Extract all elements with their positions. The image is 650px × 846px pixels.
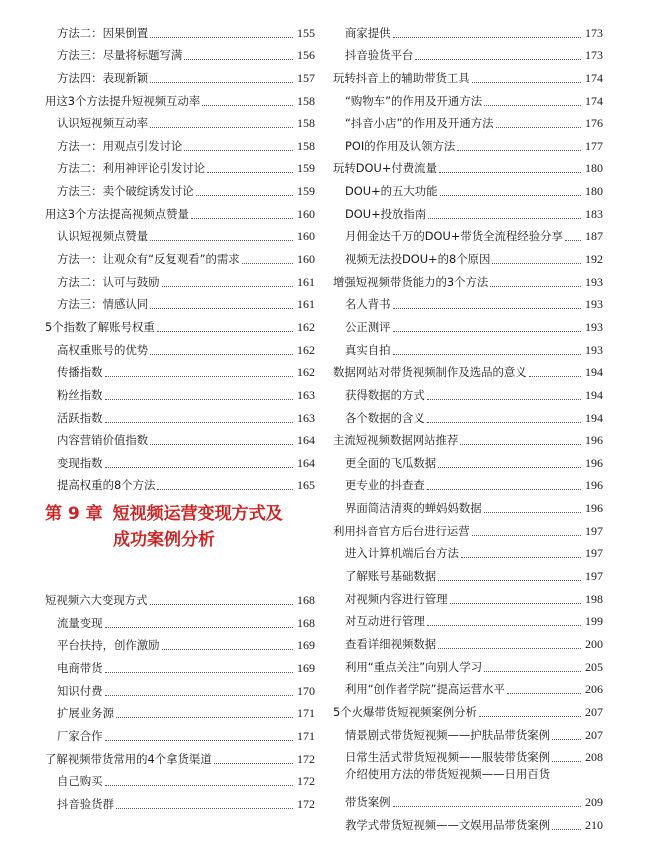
dot-leader (440, 195, 581, 196)
dot-leader (427, 399, 581, 400)
toc-entry-title: 真实自拍 (345, 342, 391, 357)
toc-entry[interactable] (45, 450, 315, 473)
dot-leader (105, 785, 293, 786)
dot-leader (450, 603, 581, 604)
toc-entry-title: 变现指数 (57, 455, 103, 470)
toc-entry-page: 172 (297, 796, 315, 811)
toc-entry-title: 公正测评 (345, 319, 391, 334)
dot-leader (184, 150, 293, 151)
toc-entry-page: 200 (585, 636, 603, 651)
dot-leader (150, 308, 293, 309)
toc-entry-page: 193 (585, 342, 603, 357)
toc-entry-title: 活跃指数 (57, 410, 103, 425)
dot-leader (150, 240, 293, 241)
toc-entry-page: 174 (585, 93, 603, 108)
dot-leader (162, 286, 293, 287)
dot-leader (105, 399, 293, 400)
toc-entry-title: 主流短视频数据网站推荐 (333, 433, 459, 448)
toc-entry[interactable] (333, 405, 603, 428)
toc-entry-title: 各个数据的含义 (345, 410, 425, 425)
toc-entry-wrapped[interactable] (333, 767, 603, 812)
toc-entry-page: 169 (297, 638, 315, 653)
toc-entry-page: 187 (585, 229, 603, 244)
toc-entry-page: 158 (297, 138, 315, 153)
toc-entry-page: 197 (585, 523, 603, 538)
toc-entry[interactable] (45, 88, 315, 111)
toc-entry[interactable] (45, 473, 315, 496)
toc-entry-title: 认识短视频点赞量 (57, 229, 149, 244)
toc-entry-title: DOU+投放指南 (345, 206, 427, 221)
toc-entry[interactable] (333, 111, 603, 134)
toc-entry-title: 平台扶持，创作激励 (57, 638, 160, 653)
toc-entry-page: 161 (297, 274, 315, 289)
toc-entry-page: 206 (585, 682, 603, 697)
toc-section-lower (45, 587, 315, 813)
toc-entry-page: 210 (585, 818, 603, 833)
toc-entry-page: 196 (585, 478, 603, 493)
toc-entry-page: 155 (297, 25, 315, 40)
toc-entry-page: 176 (585, 116, 603, 131)
toc-entry-title: 方法二：认可与鼓励 (57, 274, 160, 289)
toc-entry[interactable] (333, 43, 603, 66)
toc-entry-page: 197 (585, 546, 603, 561)
toc-entry-title: 利用“重点关注”向别人学习 (345, 659, 483, 674)
toc-section-upper (45, 20, 315, 495)
dot-leader (150, 82, 293, 83)
toc-entry-title: 粉丝指数 (57, 387, 103, 402)
toc-entry[interactable] (333, 450, 603, 473)
toc-entry-page: 158 (297, 116, 315, 131)
dot-leader (427, 489, 581, 490)
toc-entry-title: 利用抖音官方后台进行运营 (333, 523, 470, 538)
toc-entry[interactable] (45, 610, 315, 633)
toc-entry-page: 159 (297, 184, 315, 199)
toc-entry-page: 160 (297, 252, 315, 267)
toc-entry[interactable] (333, 631, 603, 654)
toc-entry-title: 认识短视频互动率 (57, 116, 149, 131)
dot-leader (427, 625, 581, 626)
toc-entry-title: 获得数据的方式 (345, 387, 425, 402)
dot-leader (479, 716, 581, 717)
dot-leader (105, 376, 293, 377)
toc-entry-title: 抖音验货平台 (345, 48, 414, 63)
toc-entry-page: 199 (585, 614, 603, 629)
toc-entry-title: 内容营销价值指数 (57, 433, 149, 448)
dot-leader (157, 331, 293, 332)
toc-entry-title: 用这3个方法提高视频点赞量 (45, 206, 189, 221)
dot-leader (202, 105, 293, 106)
toc-entry-title: 高权重账号的优势 (57, 342, 149, 357)
toc-entry-title: 方法二：利用神评论引发讨论 (57, 161, 206, 176)
dot-leader (214, 763, 293, 764)
toc-entry-page: 192 (585, 252, 603, 267)
dot-leader (105, 695, 293, 696)
chapter-title-line1 (45, 501, 315, 527)
toc-entry-page: 194 (585, 365, 603, 380)
toc-entry-page: 207 (585, 727, 603, 742)
toc-entry[interactable] (333, 178, 603, 201)
dot-leader (150, 37, 293, 38)
toc-entry[interactable] (45, 405, 315, 428)
dot-leader (393, 331, 581, 332)
dot-leader (162, 649, 293, 650)
toc-entry[interactable] (45, 428, 315, 451)
dot-leader (393, 806, 581, 807)
chapter-number: 第 9 章 (45, 504, 103, 525)
toc-entry-title-line1: 介绍使用方法的带货短视频——日用百货 (345, 767, 551, 782)
dot-leader (150, 444, 293, 445)
dot-leader (184, 59, 293, 60)
toc-entry-title: 查看详细视频数据 (345, 636, 437, 651)
toc-entry[interactable] (333, 609, 603, 632)
toc-entry-page: 164 (297, 455, 315, 470)
toc-entry-page: 173 (585, 25, 603, 40)
toc-entry[interactable] (45, 314, 315, 337)
toc-entry-page: 162 (297, 365, 315, 380)
toc-entry[interactable] (333, 563, 603, 586)
dot-leader (105, 467, 293, 468)
toc-entry[interactable] (333, 495, 603, 518)
toc-entry-title-line2: 带货案例 (345, 795, 391, 810)
chapter-title-part2: 成功案例分析 (113, 530, 215, 551)
dot-leader (196, 195, 293, 196)
toc-entry[interactable] (333, 722, 603, 745)
toc-entry-title: 商家提供 (345, 25, 391, 40)
toc-entry-title: 对互动进行管理 (345, 614, 425, 629)
dot-leader (484, 671, 581, 672)
toc-entry-page: 183 (585, 206, 603, 221)
toc-entry-title: 方法三：尽量将标题写满 (57, 48, 183, 63)
toc-entry-title: 抖音验货群 (57, 796, 114, 811)
toc-entry[interactable] (45, 791, 315, 814)
toc-entry[interactable] (45, 701, 315, 724)
dot-leader (393, 308, 581, 309)
toc-entry-page: 193 (585, 319, 603, 334)
toc-entry[interactable] (45, 133, 315, 156)
toc-entry-page: 156 (297, 48, 315, 63)
toc-section-right (333, 20, 603, 767)
toc-entry-page: 172 (297, 774, 315, 789)
toc-entry-title: 电商带货 (57, 661, 103, 676)
toc-entry-title: 增强短视频带货能力的3个方法 (333, 274, 489, 289)
dot-leader (415, 59, 581, 60)
toc-entry[interactable] (333, 382, 603, 405)
toc-entry-page: 208 (585, 750, 603, 765)
toc-entry[interactable] (333, 65, 603, 88)
toc-entry-page: 169 (297, 661, 315, 676)
toc-entry-title: 数据网站对带货视频制作及选品的意义 (333, 365, 527, 380)
dot-leader (116, 717, 293, 718)
dot-leader (496, 127, 582, 128)
toc-entry-page: 177 (585, 138, 603, 153)
toc-entry-title: 短视频六大变现方式 (45, 593, 148, 608)
dot-leader (490, 286, 581, 287)
toc-entry-page: 170 (297, 683, 315, 698)
toc-entry-page: 162 (297, 319, 315, 334)
toc-entry-title: 厂家合作 (57, 728, 103, 743)
dot-leader (428, 218, 581, 219)
toc-entry[interactable] (333, 812, 603, 835)
toc-entry-title: 扩展业务源 (57, 706, 114, 721)
dot-leader (438, 580, 581, 581)
toc-entry-title: 流量变现 (57, 615, 103, 630)
toc-entry[interactable] (333, 292, 603, 315)
toc-entry-title: 更专业的抖查查 (345, 478, 425, 493)
toc-entry-line2 (345, 795, 603, 810)
toc-entry[interactable] (333, 20, 603, 43)
toc-entry-title: 更全面的飞瓜数据 (345, 455, 437, 470)
toc-entry[interactable] (333, 677, 603, 700)
toc-entry-page: 209 (585, 795, 603, 810)
toc-entry-page: 157 (297, 70, 315, 85)
toc-entry-title: 传播指数 (57, 365, 103, 380)
toc-entry[interactable] (333, 88, 603, 111)
dot-leader (105, 627, 293, 628)
dot-leader (157, 489, 293, 490)
dot-leader (565, 240, 581, 241)
toc-entry[interactable] (333, 428, 603, 451)
dot-leader (472, 535, 581, 536)
toc-entry-title: 利用“创作者学院”提高运营水平 (345, 682, 505, 697)
toc-entry-title: 自己购买 (57, 774, 103, 789)
toc-entry-page: 158 (297, 93, 315, 108)
dot-leader (552, 739, 581, 740)
toc-entry[interactable] (45, 224, 315, 247)
toc-entry[interactable] (333, 201, 603, 224)
toc-entry-title: 5个火爆带货短视频案例分析 (333, 704, 477, 719)
toc-entry-page: 164 (297, 433, 315, 448)
toc-entry-page: 193 (585, 274, 603, 289)
toc-entry-page: 193 (585, 297, 603, 312)
toc-entry[interactable] (45, 269, 315, 292)
dot-leader (427, 422, 581, 423)
toc-entry-title: 玩转抖音上的辅助带货工具 (333, 70, 470, 85)
toc-right-column (333, 20, 603, 835)
toc-entry-title: 用这3个方法提升短视频互动率 (45, 93, 201, 108)
chapter-heading (45, 495, 315, 587)
toc-entry-title: 情景剧式带货短视频——护肤品带货案例 (345, 727, 551, 742)
toc-entry[interactable] (333, 745, 603, 768)
dot-leader (150, 354, 293, 355)
toc-entry-title: 方法三：卖个破绽诱发讨论 (57, 184, 194, 199)
toc-entry-page: 194 (585, 387, 603, 402)
toc-entry-title: 名人背书 (345, 297, 391, 312)
dot-leader (438, 467, 581, 468)
toc-entry[interactable] (45, 633, 315, 656)
toc-entry-title: “抖音小店”的作用及开通方法 (345, 116, 494, 131)
toc-entry[interactable] (333, 224, 603, 247)
toc-entry[interactable] (45, 111, 315, 134)
toc-entry-page: 163 (297, 387, 315, 402)
toc-entry-page: 171 (297, 706, 315, 721)
toc-entry-page: 160 (297, 206, 315, 221)
toc-entry-page: 159 (297, 161, 315, 176)
dot-leader (207, 172, 293, 173)
dot-leader (105, 422, 293, 423)
dot-leader (191, 218, 293, 219)
toc-entry[interactable] (333, 654, 603, 677)
toc-entry[interactable] (333, 156, 603, 179)
toc-entry-page: 194 (585, 410, 603, 425)
toc-entry-page: 165 (297, 478, 315, 493)
toc-entry[interactable] (45, 678, 315, 701)
toc-entry-page: 205 (585, 659, 603, 674)
toc-entry-page: 207 (585, 704, 603, 719)
toc-entry[interactable] (333, 337, 603, 360)
toc-entry[interactable] (45, 723, 315, 746)
dot-leader (105, 740, 293, 741)
dot-leader (460, 444, 581, 445)
toc-entry-title: 教学式带货短视频——文娱用品带货案例 (345, 818, 551, 833)
toc-entry-title: 月佣金达千万的DOU+带货全流程经验分享 (345, 229, 563, 244)
toc-entry[interactable] (45, 746, 315, 769)
toc-entry[interactable] (333, 699, 603, 722)
toc-entry[interactable] (333, 541, 603, 564)
toc-entry[interactable] (333, 360, 603, 383)
toc-entry[interactable] (333, 518, 603, 541)
toc-entry[interactable] (45, 769, 315, 792)
toc-entry-page: 168 (297, 593, 315, 608)
toc-entry[interactable] (333, 246, 603, 269)
dot-leader (393, 354, 581, 355)
toc-entry-title: 方法一：用观点引发讨论 (57, 138, 183, 153)
toc-entry-page: 173 (585, 48, 603, 63)
dot-leader (439, 172, 581, 173)
toc-entry-page: 198 (585, 591, 603, 606)
toc-entry[interactable] (45, 382, 315, 405)
toc-entry-page: 174 (585, 70, 603, 85)
toc-entry[interactable] (45, 20, 315, 43)
toc-left-column (45, 20, 315, 814)
toc-entry-page: 197 (585, 569, 603, 584)
dot-leader (393, 37, 581, 38)
toc-entry-title: 视频无法投DOU+的8个原因 (345, 252, 491, 267)
toc-entry-title: 了解视频带货常用的4个拿货渠道 (45, 751, 212, 766)
toc-entry-page: 196 (585, 455, 603, 470)
toc-entry-title: 方法一：让观众有“反复观看”的需求 (57, 252, 240, 267)
toc-entry-title: 方法二：因果倒置 (57, 25, 149, 40)
toc-entry[interactable] (333, 586, 603, 609)
toc-entry[interactable] (45, 587, 315, 610)
toc-entry[interactable] (45, 337, 315, 360)
dot-leader (552, 761, 581, 762)
toc-entry-title: POI的作用及认领方法 (345, 138, 456, 153)
toc-entry[interactable] (45, 201, 315, 224)
chapter-title-part1: 短视频运营变现方式及 (112, 504, 283, 525)
toc-entry-page: 160 (297, 229, 315, 244)
toc-entry-page: 196 (585, 501, 603, 516)
toc-entry[interactable] (333, 314, 603, 337)
dot-leader (150, 604, 293, 605)
toc-entry[interactable] (45, 360, 315, 383)
toc-entry-title: 方法三：情感认同 (57, 297, 149, 312)
toc-entry-page: 171 (297, 728, 315, 743)
toc-entry-title: DOU+的五大功能 (345, 184, 438, 199)
dot-leader (484, 512, 581, 513)
toc-entry-title: 日常生活式带货短视频——服装带货案例 (345, 750, 551, 765)
dot-leader (484, 105, 581, 106)
toc-entry-title: 界面简洁清爽的蝉妈妈数据 (345, 501, 482, 516)
toc-entry[interactable] (45, 65, 315, 88)
toc-entry-page: 161 (297, 297, 315, 312)
toc-entry[interactable] (333, 473, 603, 496)
toc-entry-title: 进入计算机端后台方法 (345, 546, 459, 561)
toc-entry-page: 163 (297, 410, 315, 425)
toc-entry-title: 5个指数了解账号权重 (45, 319, 155, 334)
toc-entry[interactable] (333, 133, 603, 156)
toc-entry-page: 180 (585, 184, 603, 199)
toc-entry[interactable] (45, 655, 315, 678)
toc-entry[interactable] (45, 178, 315, 201)
toc-entry-title: 了解账号基础数据 (345, 569, 437, 584)
dot-leader (472, 82, 581, 83)
toc-entry-page: 180 (585, 161, 603, 176)
toc-entry[interactable] (45, 156, 315, 179)
dot-leader (116, 808, 293, 809)
dot-leader (150, 127, 293, 128)
dot-leader (438, 648, 581, 649)
toc-entry[interactable] (45, 246, 315, 269)
toc-entry-title: 提高权重的8个方法 (57, 478, 156, 493)
dot-leader (242, 263, 293, 264)
dot-leader (529, 376, 581, 377)
dot-leader (552, 829, 581, 830)
toc-entry-title: 方法四：表现新颖 (57, 70, 149, 85)
toc-entry-page: 168 (297, 615, 315, 630)
toc-entry-title: 对视频内容进行管理 (345, 591, 448, 606)
dot-leader (105, 672, 293, 673)
toc-entry[interactable] (45, 292, 315, 315)
toc-entry-page: 162 (297, 342, 315, 357)
dot-leader (492, 263, 581, 264)
toc-entry[interactable] (45, 43, 315, 66)
toc-entry-page: 172 (297, 751, 315, 766)
dot-leader (507, 693, 581, 694)
toc-entry-title: 玩转DOU+付费流量 (333, 161, 437, 176)
dot-leader (457, 150, 581, 151)
toc-entry-title: 知识付费 (57, 683, 103, 698)
toc-entry[interactable] (333, 269, 603, 292)
toc-entry-title: “购物车”的作用及开通方法 (345, 93, 483, 108)
dot-leader (461, 557, 581, 558)
toc-entry-page: 196 (585, 433, 603, 448)
